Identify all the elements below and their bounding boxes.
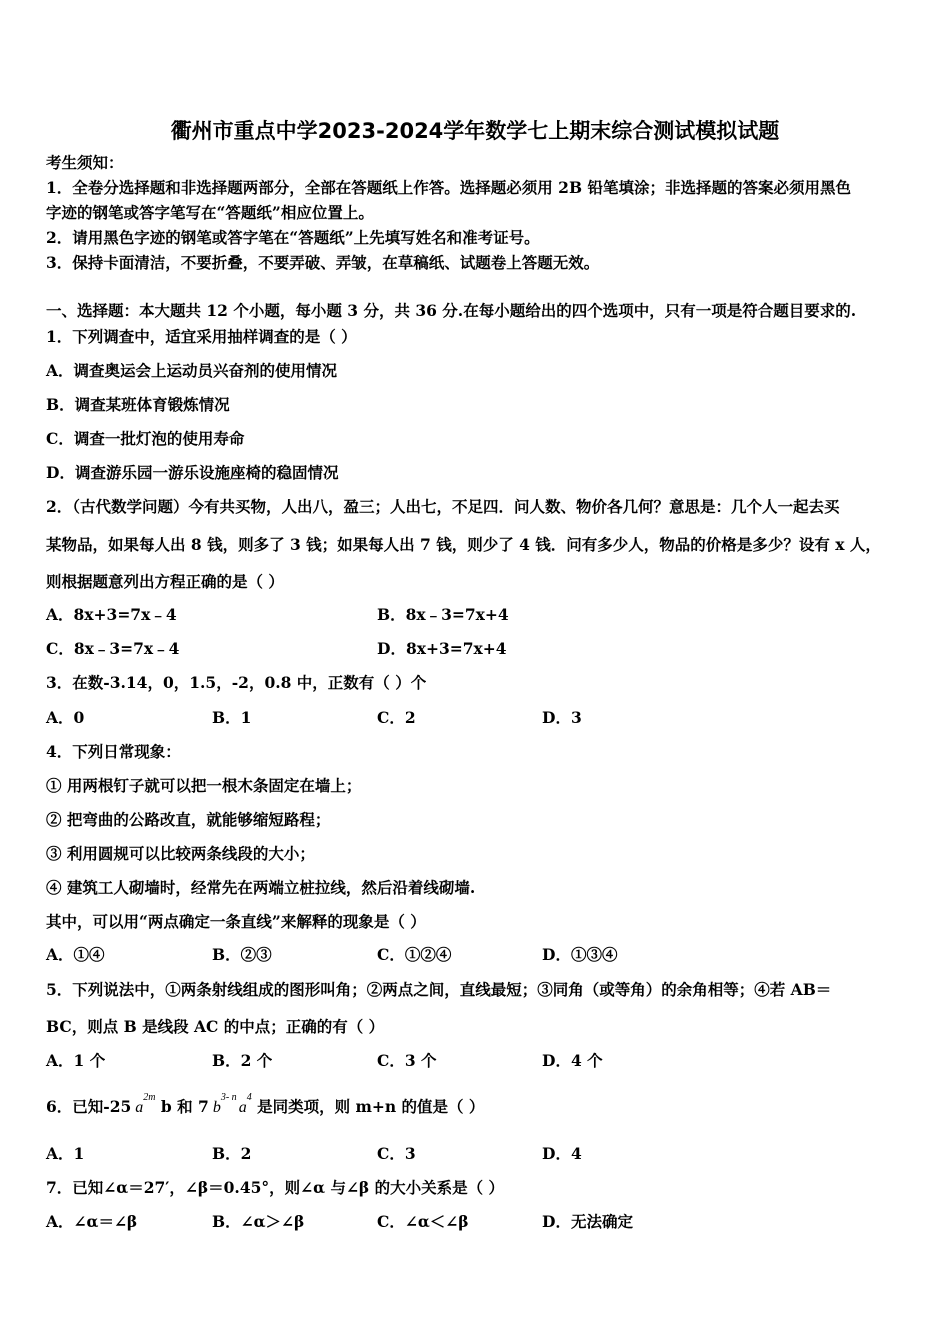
question-2-line: 某物品，如果每人出 8 钱，则多了 3 钱；如果每人出 7 钱，则少了 4 钱．问有多少人，物品的价格是多少？设有 x 人， (46, 535, 881, 554)
question-5-line: BC，则点 B 是线段 AC 的中点；正确的有（ ） (46, 1017, 385, 1036)
question-3-option-b: B．1 (212, 708, 252, 727)
question-4-item: ③ 利用圆规可以比较两条线段的大小； (46, 844, 315, 863)
question-5-option-a: A．1 个 (46, 1051, 106, 1070)
question-3-stem: 3．在数-3.14，0，1.5，-2，0.8 中，正数有（ ）个 (46, 673, 427, 692)
question-3-option-a: A．0 (46, 708, 85, 727)
question-4-item: ① 用两根钉子就可以把一根木条固定在墙上； (46, 776, 362, 795)
question-6-option-a: A．1 (46, 1144, 85, 1163)
question-7-option-c: C．∠α＜∠β (377, 1212, 469, 1231)
page-title: 衢州市重点中学2023-2024学年数学七上期末综合测试模拟试题 (170, 119, 780, 143)
question-4-question: 其中，可以用“两点确定一条直线”来解释的现象是（ ） (46, 912, 426, 931)
question-7-option-d: D．无法确定 (542, 1212, 633, 1231)
question-4-option-b: B．②③ (212, 945, 272, 964)
question-5-option-c: C．3 个 (377, 1051, 437, 1070)
question-4-option-d: D．①③④ (542, 945, 618, 964)
question-1-option-d: D．调查游乐园一游乐设施座椅的稳固情况 (46, 463, 339, 482)
notice-line: 2．请用黑色字迹的钢笔或答字笔在“答题纸”上先填写姓名和准考证号。 (46, 228, 540, 247)
question-7-option-a: A．∠α＝∠β (46, 1212, 138, 1231)
question-7-option-b: B．∠α＞∠β (212, 1212, 305, 1231)
question-6-mid: b 和 7 (155, 1097, 209, 1116)
question-1-option-c: C．调查一批灯泡的使用寿命 (46, 429, 245, 448)
math-a: a (238, 1099, 247, 1116)
question-4-option-c: C．①②④ (377, 945, 452, 964)
question-3-option-c: C．2 (377, 708, 416, 727)
question-1-option-b: B．调查某班体育锻炼情况 (46, 395, 230, 414)
question-2-option-b: B．8x﹣3=7x+4 (377, 605, 509, 624)
question-5-option-d: D．4 个 (542, 1051, 603, 1070)
question-2-line: 2．（古代数学问题）今有共买物，人出八，盈三；人出七，不足四．问人数、物价各几何？意思是：几个人一起去买 (46, 497, 840, 516)
question-1-option-a: A．调查奥运会上运动员兴奋剂的使用情况 (46, 361, 338, 380)
math-a-exponent: 4 (246, 1092, 252, 1103)
question-6-stem (46, 1092, 485, 1120)
question-1-stem: 1．下列调查中，适宜采用抽样调查的是（ ） (46, 327, 357, 346)
question-6-prefix: 6．已知-25 (46, 1097, 132, 1116)
notice-line: 3．保持卡面清洁，不要折叠，不要弄破、弄皱，在草稿纸、试题卷上答题无效。 (46, 253, 600, 272)
question-5-line: 5．下列说法中，①两条射线组成的图形叫角；②两点之间，直线最短；③同角（或等角）的余角相等；④若 AB＝ (46, 980, 832, 999)
question-6-option-c: C．3 (377, 1144, 416, 1163)
question-4-item: ④ 建筑工人砌墙时，经常先在两端立桩拉线，然后沿着线砌墙. (46, 878, 476, 897)
notice-line: 字迹的钢笔或答字笔写在“答题纸”相应位置上。 (46, 203, 374, 222)
question-4-item: ② 把弯曲的公路改直，就能够缩短路程； (46, 810, 331, 829)
math-b-exponent: 3- n (220, 1092, 237, 1103)
question-2-option-d: D．8x+3=7x+4 (377, 639, 507, 658)
question-6-option-b: B．2 (212, 1144, 252, 1163)
question-2-option-c: C．8x﹣3=7x﹣4 (46, 639, 180, 658)
question-7-stem: 7．已知∠α＝27′，∠β＝0.45°，则∠α 与∠β 的大小关系是（ ） (46, 1178, 505, 1197)
question-6-suffix: 是同类项，则 m+n 的值是（ ） (251, 1097, 485, 1116)
question-2-option-a: A．8x+3=7x﹣4 (46, 605, 177, 624)
math-a-exponent: 2m (143, 1092, 156, 1103)
question-2-line: 则根据题意列出方程正确的是（ ） (46, 572, 284, 591)
question-4-stem: 4．下列日常现象： (46, 742, 181, 761)
question-5-option-b: B．2 个 (212, 1051, 273, 1070)
question-6-option-d: D．4 (542, 1144, 582, 1163)
math-a: a (135, 1099, 144, 1116)
question-4-option-a: A．①④ (46, 945, 105, 964)
notice-line: 1．全卷分选择题和非选择题两部分，全部在答题纸上作答。选择题必须用 2B 铅笔填涂；非选择题的答案必须用黑色 (46, 178, 851, 197)
question-3-option-d: D．3 (542, 708, 582, 727)
section-heading: 一、选择题：本大题共 12 个小题，每小题 3 分，共 36 分.在每小题给出的四个选项中，只有一项是符合题目要求的. (46, 301, 857, 320)
math-b: b (212, 1099, 221, 1116)
notice-heading: 考生须知： (46, 153, 124, 172)
